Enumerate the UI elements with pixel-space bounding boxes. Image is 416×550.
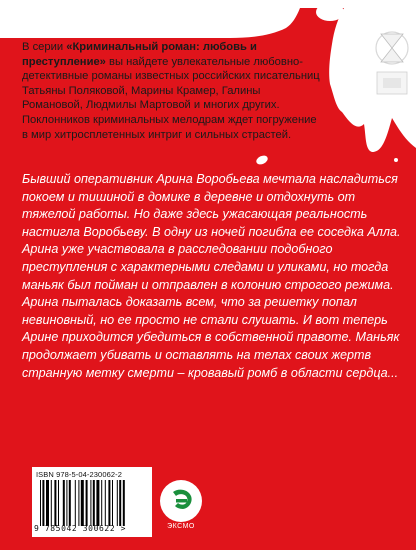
barcode-bar — [81, 480, 84, 526]
barcode-bar — [108, 480, 110, 526]
barcode-bar — [90, 480, 91, 526]
barcode-bar — [46, 480, 49, 526]
barcode-bar — [54, 480, 56, 526]
barcode-digits: 9 785042 300622 > — [34, 524, 127, 533]
barcode-bar — [101, 480, 102, 526]
barcode-bar — [40, 480, 41, 526]
barcode-bar — [93, 480, 95, 526]
series-intro: В серии — [22, 41, 67, 53]
isbn-label: ISBN 978-5-04-230062-2 — [36, 470, 123, 479]
barcode-bars — [40, 480, 146, 526]
barcode-bar — [123, 480, 125, 526]
barcode-bar — [86, 480, 88, 526]
barcode-bar — [105, 480, 106, 526]
series-text: вы найдете увлекательные любовно-детективные романы известных российских писательниц Татьяны Поляковой, Марины Крамер, Галины Романовой, Людмилы Мартовой и многих других. Поклонников криминальных мелодрам ждет погружение в мир хитросплетенных интриг и сильных страстей. — [22, 55, 320, 141]
publisher-name: ЭКСМО — [167, 523, 195, 530]
barcode-bar — [58, 480, 59, 526]
barcode-panel — [32, 467, 152, 537]
barcode-bar — [51, 480, 52, 526]
barcode-bar — [96, 480, 99, 526]
barcode-bar — [119, 480, 121, 526]
annotation-text: Бывший оперативник Арина Воробьева мечтала насладиться покоем и тишиной в домике в деревне и отдохнуть от тяжелой работы. Но даже здесь ужасающая реальность настигла Воробьеву. В одну из ночей погибла ее соседка Алла. Арина уже участвовала в расследовании подобного преступления с характерными следами и уликами, но тогда маньяк был пойман и отправлен в колонию строгого режима. Арина пыталась доказать всем, что за решетку попал невиновный, но ее просто не стали слушать. И вот теперь Арине приходится убедиться в собственной правоте. Маньяк продолжает убивать и оставлять на телах своих жертв странную метку смерти – кровавый ромб в области сердца... — [22, 172, 401, 380]
barcode-bar — [69, 480, 71, 526]
barcode-bar — [117, 480, 118, 526]
book-annotation — [22, 171, 402, 382]
barcode-bar — [112, 480, 113, 526]
eksmo-logo-icon — [158, 478, 204, 524]
series-description — [22, 40, 322, 142]
barcode-bar — [66, 480, 67, 526]
barcode-bar — [42, 480, 44, 526]
series-title: «Криминальный роман: любовь и преступление» — [22, 41, 257, 68]
barcode-bar — [78, 480, 79, 526]
barcode-bar — [75, 480, 76, 526]
barcode-bar — [63, 480, 65, 526]
